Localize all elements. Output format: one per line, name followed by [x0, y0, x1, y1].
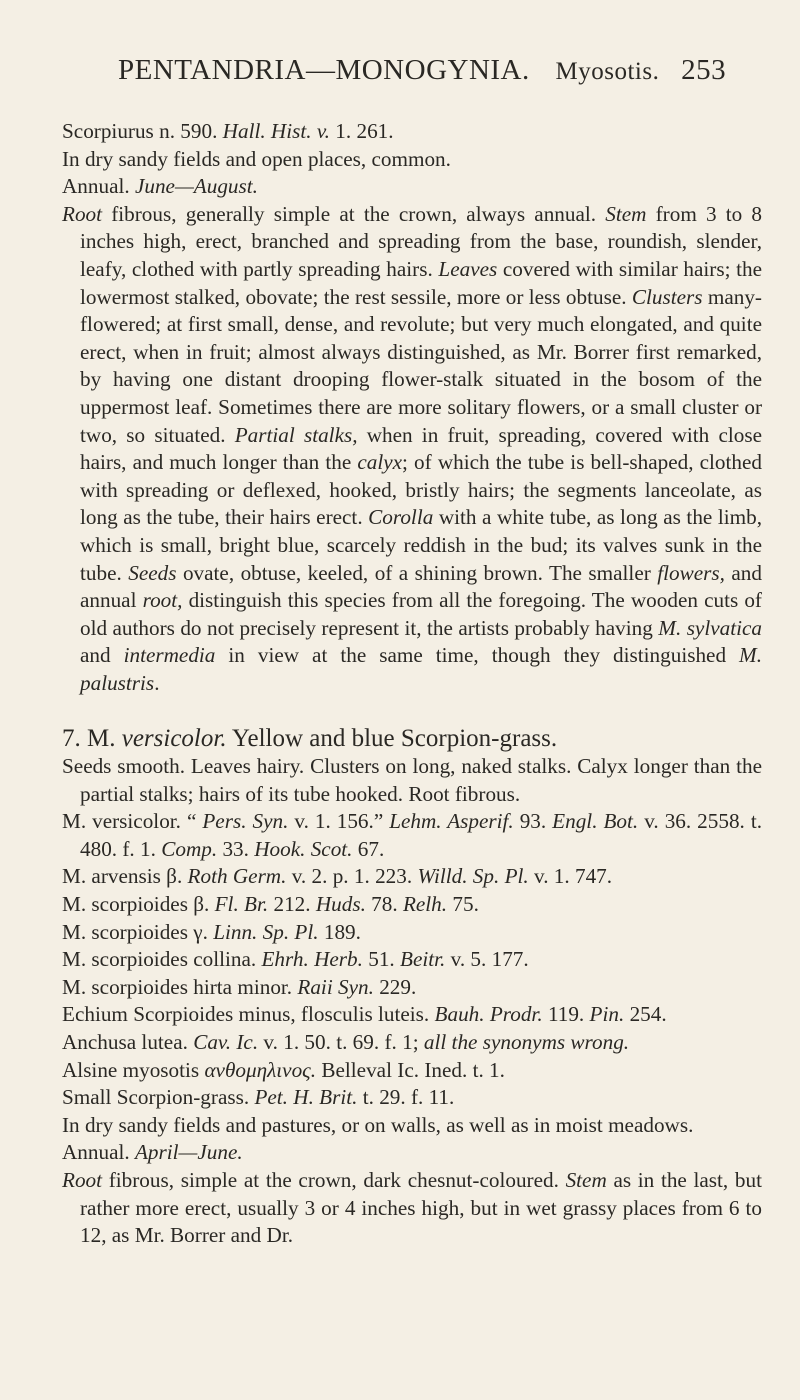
synonym-line: Echium Scorpioides minus, flosculis luteis. Bauh. Prodr. 119. Pin. 254. [62, 1002, 667, 1027]
synonym-line: Anchusa lutea. Cav. Ic. v. 1. 50. t. 69. f. 1; all the synonyms wrong. [62, 1030, 630, 1054]
synonym-line: M. versicolor. “ Pers. Syn. v. 1. 156.” Lehm. Asperif. 93. Engl. Bot. v. 36. 2558. t. 480. f. 1. Comp. 33. Hook. Scot. 67. [62, 809, 763, 861]
synonym-line: M. scorpioides collina. Ehrh. Herb. 51. Beitr. v. 5. 177. [62, 947, 529, 972]
diagnosis: Seeds smooth. Leaves hairy. Clusters on long, naked stalks. Calyx longer than the partial stalks; hairs of its tube hooked. Root fibrous. [62, 754, 762, 806]
synonym-line: M. scorpioides hirta minor. Raii Syn. 229. [62, 974, 417, 999]
reference-line: Scorpiurus n. 590. Hall. Hist. v. 1. 261. [62, 119, 394, 143]
description-paragraph: Root fibrous, simple at the crown, dark chesnut-coloured. Stem as in the last, but rather more erect, usually 3 or 4 inches high, but in wet grassy places from 6 to 12, as Mr. Borrer and Dr. [62, 1167, 762, 1248]
synonym-line: M. arvensis β. Roth Germ. v. 2. p. 1. 223. Willd. Sp. Pl. v. 1. 747. [62, 864, 613, 889]
description-paragraph: Root fibrous, generally simple at the crown, always annual. Stem from 3 to 8 inches high, erect, branched and spreading from the base, roundish, slender, leafy, clothed with partly spreading hairs. Leaves covered with similar hairs; the lowermost stalked, obovate; the rest sessile, more or less obtuse. Clusters many-flowered; at first small, dense, and revolute; but very much elongated, and quite erect, when in fruit; almost always distinguished, as Mr. Borrer first remarked, by having one distant drooping flower-stalk situated in the bosom of the uppermost leaf. Sometimes there are more solitary flowers, or a small cluster or two, so situated. Partial stalks, when in fruit, spreading, covered with close hairs, and much longer than the calyx; of which the tube is bell-shaped, clothed with spreading or deflexed, hooked, bristly hairs; the segments lanceolate, as long as the tube, their hairs erect. Corolla with a white tube, as long as the limb, which is small, bright blue, scarcely reddish in the bud; its valves sunk in the tube. Seeds ovate, obtuse, keeled, of a shining brown. The smaller flowers, and annual root, distinguish this species from all the foregoing. The wooden cuts of old authors do not precisely represent it, the artists probably having M. sylvatica and intermedia in view at the same time, though they distinguished M. palustris. [62, 201, 762, 695]
page-number: 253 [681, 54, 727, 86]
synonym-line: Alsine myosotis ανθομηλινος. Belleval Ic. Ined. t. 1. [62, 1057, 505, 1082]
synonym-line: Small Scorpion-grass. Pet. H. Brit. t. 29. f. 11. [62, 1085, 455, 1110]
header-title: PENTANDRIA—MONOGYNIA. [118, 54, 530, 86]
duration-line: Annual. June—August. [62, 174, 258, 199]
synonym-line: M. scorpioides γ. Linn. Sp. Pl. 189. [62, 919, 361, 944]
header-genus: Myosotis. [555, 58, 660, 85]
duration-line: Annual. April—June. [62, 1140, 243, 1165]
synonym-line: M. scorpioides β. Fl. Br. 212. Huds. 78. Relh. 75. [62, 892, 479, 917]
text-body [62, 118, 762, 1250]
running-header [118, 54, 778, 87]
habitat-line: In dry sandy fields and open places, common. [62, 146, 451, 171]
species-heading: 7. M. versicolor. Yellow and blue Scorpion-grass. [62, 725, 558, 753]
habitat-line: In dry sandy fields and pastures, or on walls, as well as in moist meadows. [62, 1112, 694, 1137]
